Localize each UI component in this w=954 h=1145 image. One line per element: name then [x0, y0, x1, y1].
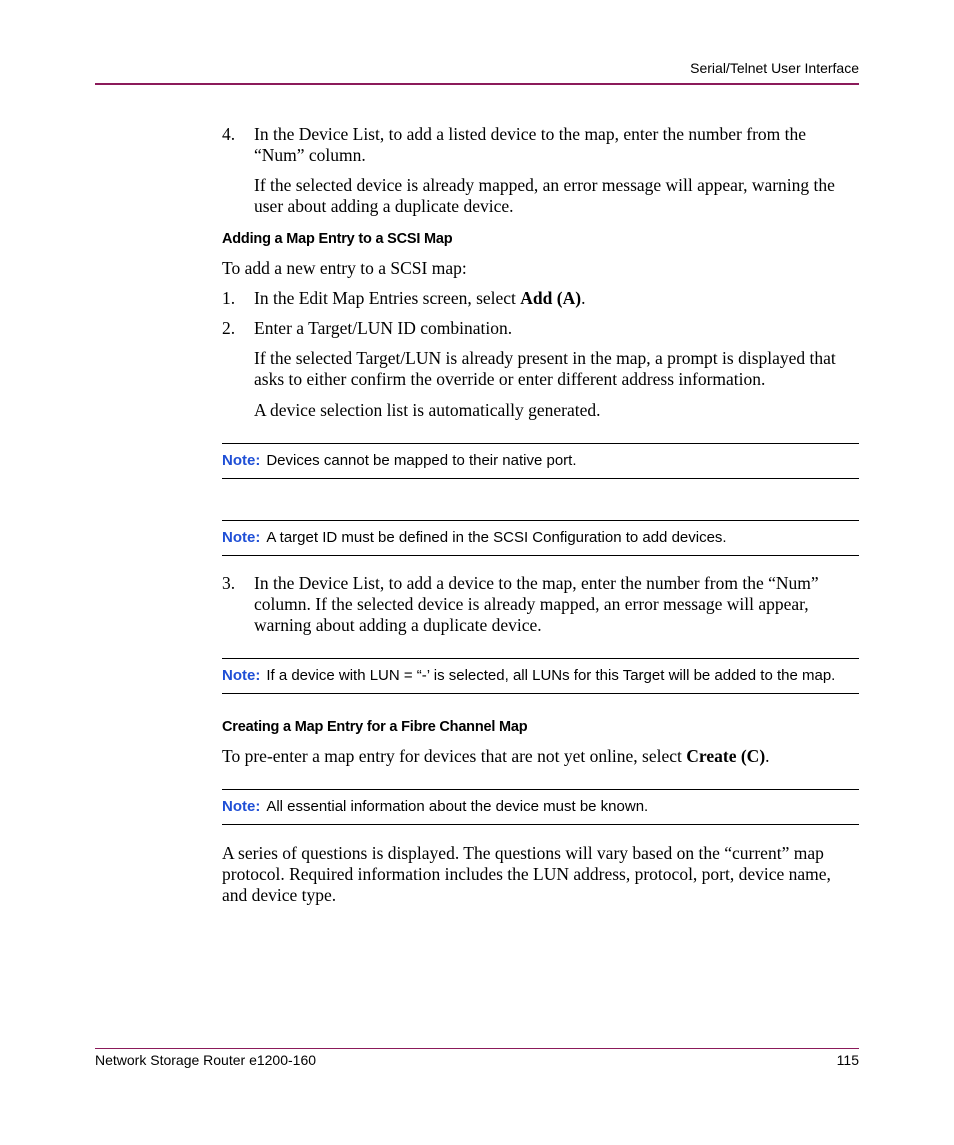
step-4	[222, 124, 859, 166]
note-label: Note:	[222, 667, 261, 684]
note-essential-info	[222, 789, 859, 825]
scsi-intro-paragraph: To add a new entry to a SCSI map:	[222, 258, 467, 278]
step-1	[222, 288, 859, 309]
step-text: Enter a Target/LUN ID combination.	[254, 318, 513, 338]
note-lun-dash	[222, 658, 859, 694]
note-native-port	[222, 443, 859, 479]
note-text: A target ID must be defined in the SCSI Configuration to add devices.	[266, 529, 727, 546]
page-content	[222, 124, 859, 906]
step-number: 2.	[222, 318, 236, 338]
step-number: 3.	[222, 573, 236, 593]
header-rule	[95, 83, 859, 85]
step-text-before: In the Edit Map Entries screen, select	[254, 288, 521, 308]
step-text: In the Device List, to add a listed device to the map, enter the number from the “Num” column.	[254, 124, 807, 165]
page-number: 115	[836, 1052, 859, 1068]
intro-text-before: To pre-enter a map entry for devices that are not yet online, select	[222, 746, 687, 766]
footer-product-name: Network Storage Router e1200-160	[95, 1052, 317, 1068]
running-header: Serial/Telnet User Interface	[690, 60, 859, 76]
step-text: In the Device List, to add a device to the map, enter the number from the “Num” column. If the selected device is already mapped, an error message will appear, warning about adding a duplicate device.	[254, 573, 819, 635]
selection-list-paragraph: A device selection list is automatically generated.	[254, 400, 601, 420]
step-number: 4.	[222, 124, 236, 144]
command-create: Create (C)	[686, 746, 766, 766]
step-text-after: .	[581, 288, 586, 308]
step-text	[254, 288, 859, 309]
section-heading-scsi-map: Adding a Map Entry to a SCSI Map	[222, 231, 453, 247]
note-label: Note:	[222, 798, 261, 815]
note-target-id	[222, 520, 859, 556]
override-prompt-paragraph: If the selected Target/LUN is already present in the map, a prompt is displayed that asks to either confirm the override or enter different address information.	[254, 348, 836, 389]
step-3	[222, 573, 859, 636]
footer-rule	[95, 1048, 859, 1049]
note-text: All essential information about the device must be known.	[266, 798, 649, 815]
note-text: If a device with LUN = “-’ is selected, all LUNs for this Target will be added to the map.	[266, 667, 836, 684]
section-heading-fibre-channel-map: Creating a Map Entry for a Fibre Channel Map	[222, 719, 528, 735]
note-label: Note:	[222, 529, 261, 546]
note-label: Note:	[222, 452, 261, 469]
questions-paragraph: A series of questions is displayed. The questions will vary based on the “current” map protocol. Required information includes the LUN address, protocol, port, device name, and device type.	[222, 843, 831, 905]
note-text: Devices cannot be mapped to their native port.	[266, 452, 577, 469]
command-add: Add (A)	[520, 288, 582, 308]
intro-text-after: .	[765, 746, 770, 766]
fibre-intro-paragraph	[222, 746, 859, 767]
step-number: 1.	[222, 288, 236, 308]
step-2	[222, 318, 859, 339]
duplicate-error-paragraph: If the selected device is already mapped, an error message will appear, warning the user about adding a duplicate device.	[254, 175, 835, 216]
